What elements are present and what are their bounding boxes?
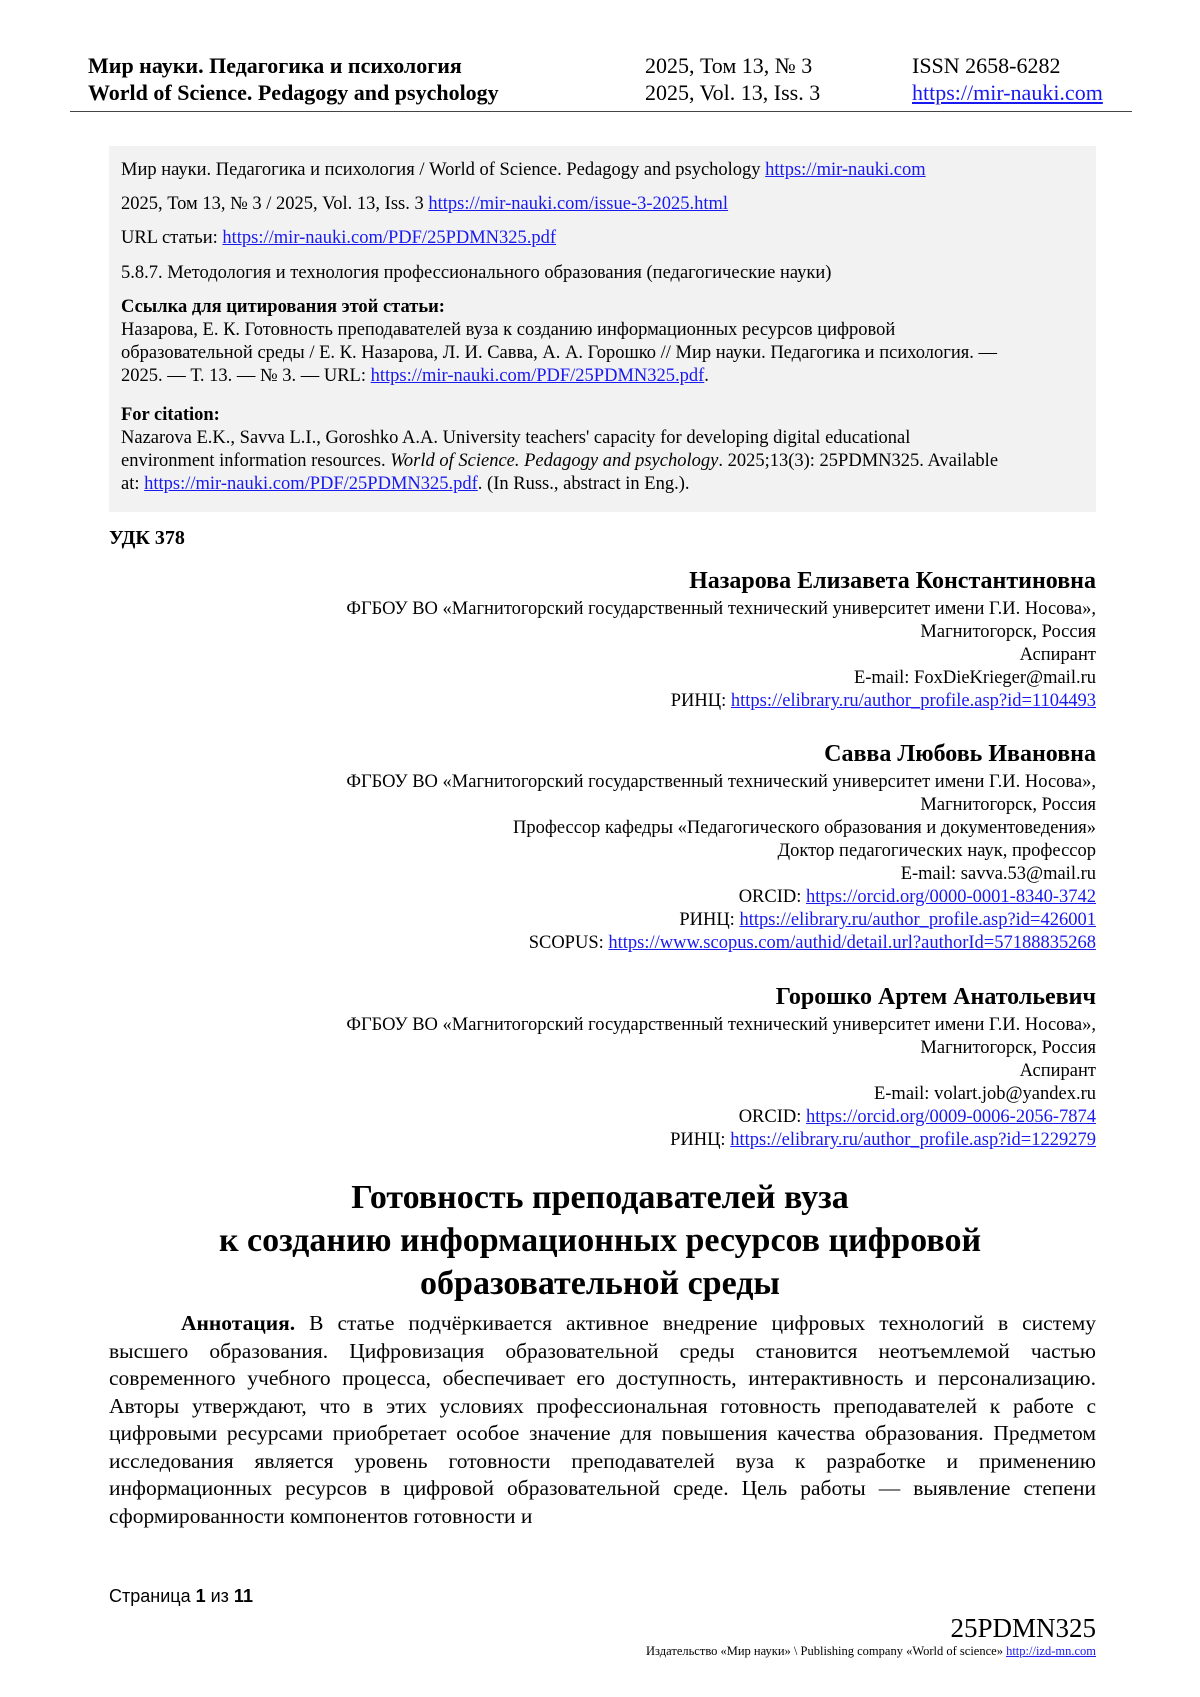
cite-url-line: URL статьи: https://mir-nauki.com/PDF/25PDMN325.pdf xyxy=(121,228,557,248)
orcid-link[interactable]: https://orcid.org/0000-0001-8340-3742 xyxy=(806,887,1096,907)
author-name: Савва Любовь Ивановна xyxy=(824,741,1096,767)
author-email: E-mail: volart.job@yandex.ru xyxy=(873,1084,1096,1104)
author-city: Магнитогорск, Россия xyxy=(920,795,1096,815)
author-email: E-mail: FoxDieKrieger@mail.ru xyxy=(853,668,1096,688)
author-degree: Доктор педагогических наук, профессор xyxy=(777,841,1096,861)
journal-header xyxy=(88,52,1134,106)
orcid-link[interactable]: https://orcid.org/0009-0006-2056-7874 xyxy=(806,1107,1096,1127)
header-divider xyxy=(70,111,1132,112)
specialty-line: 5.8.7. Методология и технология профессионального образования (педагогические науки) xyxy=(121,263,832,283)
publisher-line: Издательство «Мир науки» \ Publishing company «World of science» http://izd-mn.com xyxy=(646,1644,1096,1658)
document-code: 25PDMN325 xyxy=(950,1613,1096,1643)
author-city: Магнитогорск, Россия xyxy=(920,1038,1096,1058)
author-name: Горошко Артем Анатольевич xyxy=(775,984,1096,1010)
title-line: к созданию информационных ресурсов цифровой xyxy=(218,1222,982,1259)
author-block xyxy=(196,982,1096,1152)
cite-journal-line: Мир науки. Педагогика и психология / World of Science. Pedagogy and psychology https://mir-nauki.com xyxy=(121,160,926,180)
author-affiliation: ФГБОУ ВО «Магнитогорский государственный технический университет имени Г.И. Носова», xyxy=(346,1015,1096,1035)
author-affiliation: ФГБОУ ВО «Магнитогорский государственный технический университет имени Г.И. Носова», xyxy=(346,772,1096,792)
cite-en-block: For citation: Nazarova E.K., Savva L.I., Goroshko A.A. University teachers' capacity for developing digital educational environment information resources. World of Science. Pedagogy and psychology. 2025;13(3): 25PDMN325. Available at: https://mir-nauki.com/PDF/25PDMN325.pdf. (In Russ., abstract in Eng.). xyxy=(121,405,999,494)
cite-ru-link[interactable]: https://mir-nauki.com/PDF/25PDMN325.pdf xyxy=(370,366,705,386)
rinc-link[interactable]: https://elibrary.ru/author_profile.asp?id=426001 xyxy=(739,910,1096,930)
cite-en-heading: For citation: xyxy=(121,405,220,425)
rinc-link[interactable]: https://elibrary.ru/author_profile.asp?id=1229279 xyxy=(730,1130,1096,1150)
author-rinc: РИНЦ: https://elibrary.ru/author_profile.asp?id=1229279 xyxy=(670,1130,1096,1150)
author-position: Аспирант xyxy=(1019,1061,1096,1081)
author-name: Назарова Елизавета Константиновна xyxy=(689,568,1096,594)
article-title xyxy=(100,1176,1100,1305)
author-rinc: РИНЦ: https://elibrary.ru/author_profile.asp?id=426001 xyxy=(679,910,1096,930)
cite-ru-block: Ссылка для цитирования этой статьи: Назарова, Е. К. Готовность преподавателей вуза к созданию информационных ресурсов цифровой образовательной среды / Е. К. Назарова, Л. И. Савва, А. А. Горошко // Мир науки. Педагогика и психология. — 2025. — Т. 13. — № 3. — URL: https://mir-nauki.com/PDF/25PDMN325.pdf. xyxy=(121,297,998,386)
author-position: Профессор кафедры «Педагогического образования и документоведения» xyxy=(512,818,1096,838)
issue-link[interactable]: https://mir-nauki.com/issue-3-2025.html xyxy=(428,194,729,214)
udk-code: УДК 378 xyxy=(109,527,185,549)
journal-site-link[interactable]: https://mir-nauki.com xyxy=(912,80,1103,105)
author-orcid: ORCID: https://orcid.org/0009-0006-2056-7874 xyxy=(738,1107,1096,1127)
rinc-link[interactable]: https://elibrary.ru/author_profile.asp?id=1104493 xyxy=(730,691,1096,711)
author-rinc: РИНЦ: https://elibrary.ru/author_profile.asp?id=1104493 xyxy=(670,691,1096,711)
issn: ISSN 2658-6282 xyxy=(912,53,1061,78)
issue-ru: 2025, Том 13, № 3 xyxy=(645,53,813,78)
abstract-label: Аннотация. xyxy=(181,1311,296,1335)
page-counter: Страница 1 из 11 xyxy=(109,1586,253,1606)
author-city: Магнитогорск, Россия xyxy=(920,622,1096,642)
cite-en-link[interactable]: https://mir-nauki.com/PDF/25PDMN325.pdf xyxy=(144,474,478,494)
author-orcid: ORCID: https://orcid.org/0000-0001-8340-3742 xyxy=(738,887,1096,907)
author-scopus: SCOPUS: https://www.scopus.com/authid/detail.url?authorId=57188835268 xyxy=(528,933,1096,953)
citation-box xyxy=(109,146,1096,512)
author-block xyxy=(196,566,1096,713)
title-line: образовательной среды xyxy=(420,1265,780,1302)
journal-name-ru: Мир науки. Педагогика и психология xyxy=(88,53,462,78)
publisher-link[interactable]: http://izd-mn.com xyxy=(1006,1644,1096,1658)
abstract xyxy=(109,1310,1096,1530)
journal-name-en: World of Science. Pedagogy and psychology xyxy=(88,80,499,105)
title-line: Готовность преподавателей вуза xyxy=(351,1179,849,1216)
article-url-link[interactable]: https://mir-nauki.com/PDF/25PDMN325.pdf xyxy=(222,228,557,248)
issue-en: 2025, Vol. 13, Iss. 3 xyxy=(645,80,821,105)
cite-ru-heading: Ссылка для цитирования этой статьи: xyxy=(121,297,445,317)
journal-link[interactable]: https://mir-nauki.com xyxy=(765,160,926,180)
author-email: E-mail: savva.53@mail.ru xyxy=(900,864,1096,884)
author-position: Аспирант xyxy=(1019,645,1096,665)
author-affiliation: ФГБОУ ВО «Магнитогорский государственный технический университет имени Г.И. Носова», xyxy=(346,599,1096,619)
scopus-link[interactable]: https://www.scopus.com/authid/detail.url?authorId=57188835268 xyxy=(608,933,1096,953)
abstract-text: В статье подчёркивается активное внедрение цифровых технологий в систему высшего образования. Цифровизация образовательной среды становится неотъемлемой частью современного учебного процесса, обеспечивает его доступность, интерактивность и персонализацию. Авторы утверждают, что в этих условиях профессиональная готовность преподавателей к работе с цифровыми ресурсами приобретает особое значение для повышения качества образования. Предметом исследования является уровень готовности преподавателей вуза к разработке и применению информационных ресурсов в цифровой образовательной среде. Цель работы — выявление степени сформированности компонентов готовности и xyxy=(109,1311,1096,1528)
author-block xyxy=(196,739,1096,955)
cite-issue-line: 2025, Том 13, № 3 / 2025, Vol. 13, Iss. 3 https://mir-nauki.com/issue-3-2025.html xyxy=(121,194,729,214)
